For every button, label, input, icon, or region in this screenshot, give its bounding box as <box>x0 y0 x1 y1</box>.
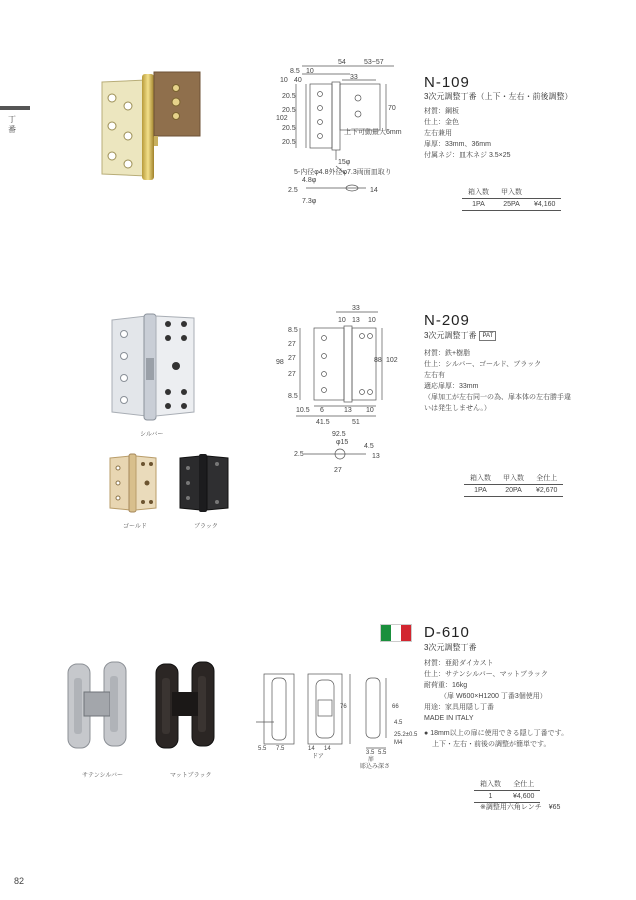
patent-badge: PAT <box>479 331 496 341</box>
d610-caption-black: マットブラック <box>170 773 212 779</box>
svg-text:10: 10 <box>368 317 376 324</box>
svg-text:27: 27 <box>288 341 296 348</box>
svg-text:54: 54 <box>338 59 346 66</box>
svg-text:2.5: 2.5 <box>294 451 304 458</box>
n209-caption-silver: シルバー <box>140 432 164 438</box>
svg-text:5-内径φ4.8外径φ7.3両面皿取り: 5-内径φ4.8外径φ7.3両面皿取り <box>294 169 392 176</box>
svg-text:4.8φ: 4.8φ <box>302 177 317 184</box>
svg-text:20.5: 20.5 <box>282 125 296 132</box>
svg-text:70: 70 <box>388 105 396 112</box>
svg-text:13: 13 <box>352 317 360 324</box>
n209-price-table: 箱入数 甲入数 全仕上 1PA 20PA ¥2,670 <box>464 472 563 497</box>
n209-drawing <box>276 300 418 480</box>
side-label: 丁番 <box>8 115 16 134</box>
svg-text:92.5: 92.5 <box>332 431 346 438</box>
n209-caption-gold: ゴールド <box>123 524 147 530</box>
svg-text:27: 27 <box>288 355 296 362</box>
svg-text:8.5: 8.5 <box>288 327 298 334</box>
n109-price: ¥4,160 <box>528 199 561 211</box>
n209-subtitle: 3次元調整丁番 PAT <box>424 330 496 341</box>
svg-text:7.3φ: 7.3φ <box>302 198 317 205</box>
svg-text:41.5: 41.5 <box>316 419 330 426</box>
svg-text:13: 13 <box>344 407 352 414</box>
svg-text:上下可動最大6mm: 上下可動最大6mm <box>344 129 402 136</box>
svg-text:4.5: 4.5 <box>394 720 403 726</box>
svg-text:27: 27 <box>334 467 342 474</box>
n109-photo <box>98 72 204 184</box>
svg-text:10: 10 <box>338 317 346 324</box>
svg-text:φ15: φ15 <box>336 439 349 446</box>
d610-product-code: D-610 <box>424 624 470 641</box>
d610-caption-satin: サテンシルバー <box>82 773 123 779</box>
d610-drawing <box>254 664 418 774</box>
n109-specs: 材質：鋼板 仕上：金色 左右兼用 扉厚：33mm、36mm 付属ネジ：皿木ネジ 3.5×25 <box>424 108 511 159</box>
svg-text:33: 33 <box>352 305 360 312</box>
n209-caption-black: ブラック <box>194 524 218 530</box>
d610-note: ● 18mm以上の扉に使用できる隠し丁番です。 上下・左右・前後の調整が簡単です。 <box>424 730 569 748</box>
svg-text:8.5: 8.5 <box>288 393 298 400</box>
svg-text:33: 33 <box>350 74 358 81</box>
d610-subtitle: 3次元調整丁番 <box>424 643 477 652</box>
svg-text:20.5: 20.5 <box>282 107 296 114</box>
svg-text:14: 14 <box>370 187 378 194</box>
d610-price-table: 箱入数 全仕上 1 ¥4,600 <box>474 778 540 803</box>
n109-price-table: 箱入数 甲入数 1PA 25PA ¥4,160 <box>462 186 561 211</box>
d610-specs: 材質：亜鉛ダイカスト 仕上：サテンシルバー、マットブラック 耐荷重：16kg （扉 W600×H1200 丁番3個使用） 用途：家具用隠し丁番 MADE IN ITALY <box>424 660 548 722</box>
flag-red-stripe <box>401 625 411 641</box>
n209-silver-photo <box>106 312 198 422</box>
d610-satin-photo <box>62 658 132 754</box>
n209-gold-photo <box>108 452 158 514</box>
svg-text:20.5: 20.5 <box>282 93 296 100</box>
svg-text:76: 76 <box>340 704 347 710</box>
svg-text:10.5: 10.5 <box>296 407 310 414</box>
svg-text:20.5: 20.5 <box>282 139 296 146</box>
svg-text:14: 14 <box>324 746 331 752</box>
svg-text:102: 102 <box>276 115 288 122</box>
svg-text:14: 14 <box>308 746 315 752</box>
svg-text:6: 6 <box>320 407 324 414</box>
section-marker <box>0 106 30 110</box>
svg-text:40: 40 <box>294 77 302 84</box>
svg-text:8.5: 8.5 <box>290 68 300 75</box>
page-number: 82 <box>14 876 25 886</box>
svg-text:13: 13 <box>372 453 380 460</box>
svg-text:5.5: 5.5 <box>378 750 387 756</box>
svg-text:4.5: 4.5 <box>364 443 374 450</box>
svg-text:53~57: 53~57 <box>364 59 384 66</box>
svg-text:3.5: 3.5 <box>366 750 375 756</box>
svg-text:5.5: 5.5 <box>258 746 267 752</box>
svg-text:彫込み深さ: 彫込み深さ <box>360 764 391 770</box>
flag-green-stripe <box>381 625 391 641</box>
svg-text:88: 88 <box>374 357 382 364</box>
n209-black-photo <box>178 452 230 514</box>
d610-black-photo <box>150 658 220 754</box>
svg-text:M4: M4 <box>394 740 403 746</box>
svg-text:25.2±0.5: 25.2±0.5 <box>394 732 418 738</box>
svg-text:2.5: 2.5 <box>288 187 298 194</box>
flag-white-stripe <box>391 625 401 641</box>
n109-subtitle: 3次元調整丁番（上下・左右・前後調整） <box>424 92 573 101</box>
svg-text:7.5: 7.5 <box>276 746 285 752</box>
svg-text:51: 51 <box>352 419 360 426</box>
italy-flag-icon <box>380 624 412 642</box>
svg-text:扉: 扉 <box>368 757 375 763</box>
n109-drawing <box>276 58 416 208</box>
svg-text:10: 10 <box>366 407 374 414</box>
svg-text:66: 66 <box>392 704 399 710</box>
svg-text:98: 98 <box>276 359 284 366</box>
svg-text:10: 10 <box>306 68 314 75</box>
d610-wrench-note: ※調整用六角レンチ ¥65 <box>480 804 561 811</box>
d610-price: ¥4,600 <box>507 791 540 803</box>
svg-text:15φ: 15φ <box>338 159 351 166</box>
n209-price: ¥2,670 <box>530 485 563 497</box>
n209-product-code: N-209 <box>424 312 470 329</box>
svg-text:27: 27 <box>288 371 296 378</box>
svg-text:ドア: ドア <box>312 754 324 760</box>
n209-specs: 材質：鉄+樹脂 仕上：シルバー、ゴールド、ブラック 左右有 適応扉厚：33mm （扉加工が左右同一の為、扉本体の左右勝手違 いは発生しません。） <box>424 350 571 412</box>
n109-product-code: N-109 <box>424 74 470 91</box>
svg-text:102: 102 <box>386 357 398 364</box>
svg-text:10: 10 <box>280 77 288 84</box>
